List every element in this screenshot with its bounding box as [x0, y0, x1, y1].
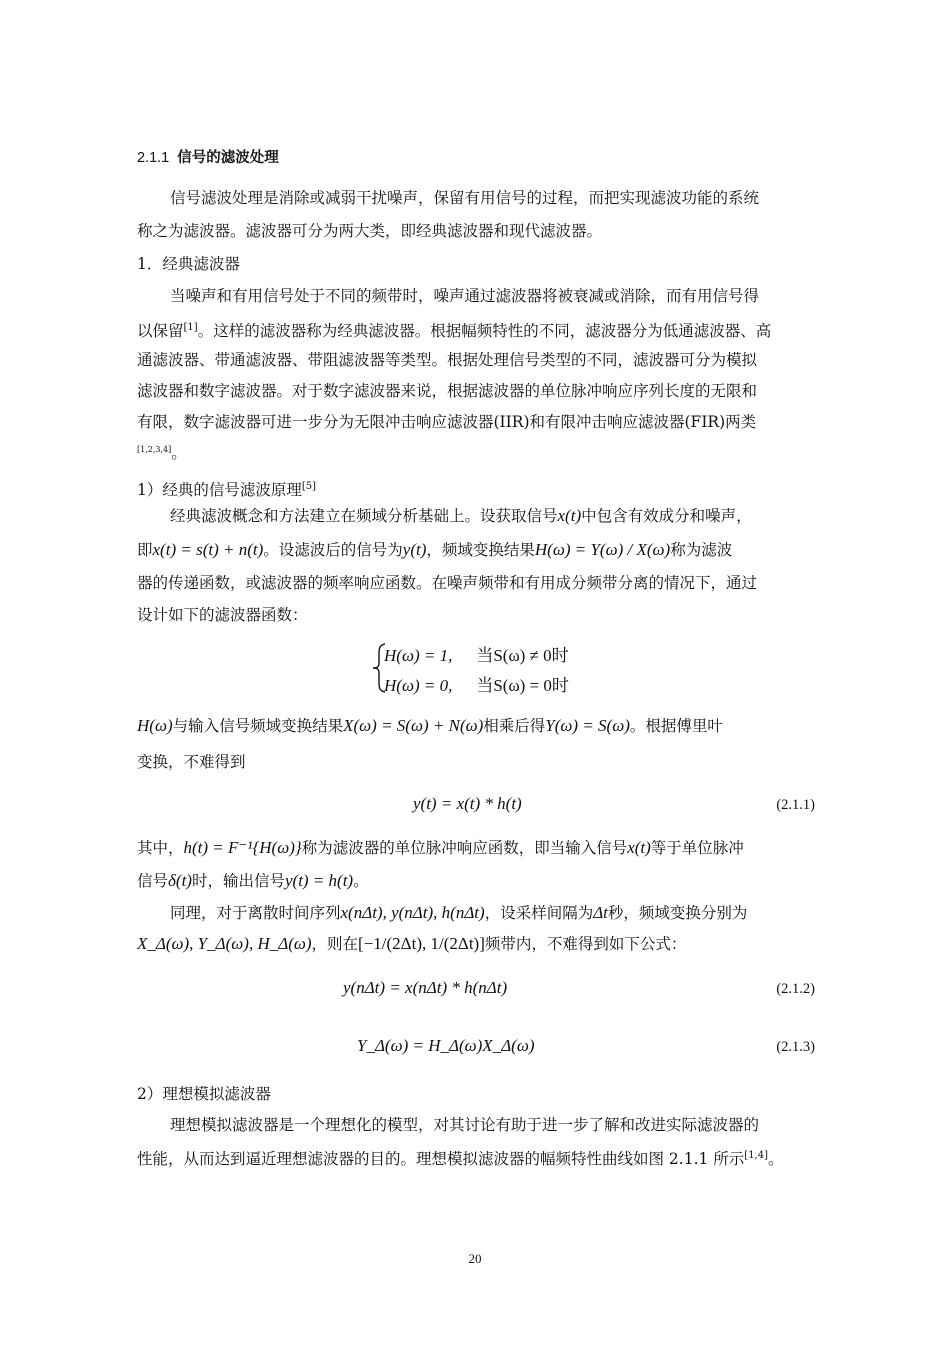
math: x(t)	[627, 838, 651, 857]
text: 。这样的滤波器称为经典滤波器。根据幅频特性的不同，滤波器分为低通滤波器、高	[197, 322, 772, 341]
math: x(t) = s(t) + n(t)	[152, 540, 264, 559]
subheading	[137, 477, 316, 500]
paragraph-line	[137, 838, 744, 858]
equation: Y_Δ(ω) = H_Δ(ω)X_Δ(ω)	[357, 1036, 535, 1055]
citation: [5]	[301, 481, 317, 492]
text: 即	[137, 541, 153, 559]
text: 称为滤波器的单位脉冲响应函数，即当输入信号	[301, 839, 628, 857]
text: 性能，从而达到逼近理想滤波器的目的。理想模拟滤波器的幅频特性曲线如图 2.1.1 所示	[137, 1150, 745, 1169]
text: ，则在	[311, 935, 359, 953]
math: x(nΔt), y(nΔt), h(nΔt)	[340, 903, 485, 922]
paragraph-line	[137, 934, 686, 954]
paragraph-line	[137, 1146, 784, 1169]
paragraph-line: 信号滤波处理是消除或减弱干扰噪声，保留有用信号的过程，而把实现滤波功能的系统	[170, 189, 760, 207]
equation: y(t) = x(t) * h(t)	[413, 794, 522, 813]
text: ，设采样间隔为	[484, 904, 594, 922]
paragraph-line: 当噪声和有用信号处于不同的频带时，噪声通过滤波器将被衰减或消除，而有用信号得	[170, 287, 760, 305]
text: 同理，对于离散时间序列	[170, 904, 341, 922]
math: y(t)	[402, 540, 427, 559]
text: 。	[171, 444, 187, 463]
paragraph-line	[137, 716, 723, 736]
math: x(t)	[557, 506, 582, 525]
equation: y(nΔt) = x(nΔt) * h(nΔt)	[343, 978, 508, 997]
math: Δt	[593, 903, 608, 922]
math: X(ω) = S(ω) + N(ω)	[343, 716, 484, 735]
paragraph-line	[137, 318, 771, 341]
text: 相乘后得	[483, 717, 546, 735]
math: δ(t)	[168, 871, 192, 890]
paragraph-line: 器的传递函数，或滤波器的频率响应函数。在噪声频带和有用成分频带分离的情况下，通过	[137, 574, 758, 592]
text: 经典滤波概念和方法建立在频域分析基础上。设获取信号	[170, 507, 558, 525]
math: H(ω) = 1,	[384, 646, 453, 665]
math: [−1/(2Δt), 1/(2Δt)]	[358, 934, 485, 953]
citation: [1,2,3,4]	[137, 445, 172, 454]
text: 时，输出信号	[191, 872, 285, 890]
section-heading	[137, 148, 279, 168]
equation-number: (2.1.1)	[776, 797, 815, 813]
math: h(t) = F⁻¹{H(ω)}	[183, 838, 302, 857]
subheading: 1．经典滤波器	[137, 255, 240, 273]
citation: [1,4]	[744, 1150, 769, 1161]
text: 。	[768, 1150, 784, 1169]
text: 以保留	[137, 322, 184, 341]
paragraph-line	[137, 871, 369, 891]
text: 1）经典的信号滤波原理	[137, 481, 302, 500]
math: H(ω) = Y(ω) / X(ω)	[534, 540, 671, 559]
equation-number: (2.1.2)	[776, 981, 815, 997]
paragraph-line: 通滤波器、带通滤波器、带阻滤波器等类型。根据处理信号类型的不同，滤波器可分为模拟	[137, 351, 758, 369]
math: X_Δ(ω), Y_Δ(ω), H_Δ(ω)	[137, 934, 312, 953]
math: 当S(ω) = 0时	[476, 676, 569, 695]
math: H(ω)	[137, 716, 173, 735]
paragraph-line: 设计如下的滤波器函数：	[137, 606, 308, 624]
paragraph-line: 称之为滤波器。滤波器可分为两大类，即经典滤波器和现代滤波器。	[137, 222, 603, 240]
math: y(t) = h(t)	[284, 871, 354, 890]
case-row	[384, 641, 569, 666]
case-row	[384, 671, 569, 696]
paragraph-line	[137, 440, 187, 463]
text: 。根据傅里叶	[629, 717, 723, 735]
text: 中包含有效成分和噪声，	[581, 507, 752, 525]
text: ，频域变换结果	[426, 541, 535, 559]
paragraph-line	[170, 903, 747, 923]
citation: [1]	[183, 322, 198, 333]
page-number: 20	[468, 1251, 482, 1266]
math: 当S(ω) ≠ 0时	[476, 646, 569, 665]
text: 等于单位脉冲	[650, 839, 744, 857]
text: 。	[353, 872, 369, 890]
text: 信号	[137, 872, 169, 890]
paragraph-line	[170, 506, 752, 526]
paragraph-line: 有限，数字滤波器可进一步分为无限冲击响应滤波器(IIR)和有限冲击响应滤波器(FIR)两类	[137, 413, 757, 431]
paragraph-line: 理想模拟滤波器是一个理想化的模型，对其讨论有助于进一步了解和改进实际滤波器的	[170, 1116, 760, 1134]
text: 频带内，不难得到如下公式：	[484, 935, 687, 953]
text: 与输入信号频域变换结果	[172, 717, 344, 735]
text: 秒，频域变换分别为	[607, 904, 748, 922]
math: Y(ω) = S(ω)	[545, 716, 630, 735]
equation-number: (2.1.3)	[776, 1039, 815, 1055]
section-title: 信号的滤波处理	[177, 150, 279, 166]
text: 称为滤波	[670, 541, 733, 559]
math: H(ω) = 0,	[384, 676, 453, 695]
subheading: 2）理想模拟滤波器	[137, 1085, 271, 1103]
section-number: 2.1.1	[137, 150, 170, 166]
paragraph-line: 滤波器和数字滤波器。对于数字滤波器来说，根据滤波器的单位脉冲响应序列长度的无限和	[137, 382, 758, 400]
paragraph-line	[137, 540, 732, 560]
text: 其中，	[137, 839, 184, 857]
text: 。设滤波后的信号为	[263, 541, 403, 559]
paragraph-line: 变换，不难得到	[137, 753, 246, 771]
